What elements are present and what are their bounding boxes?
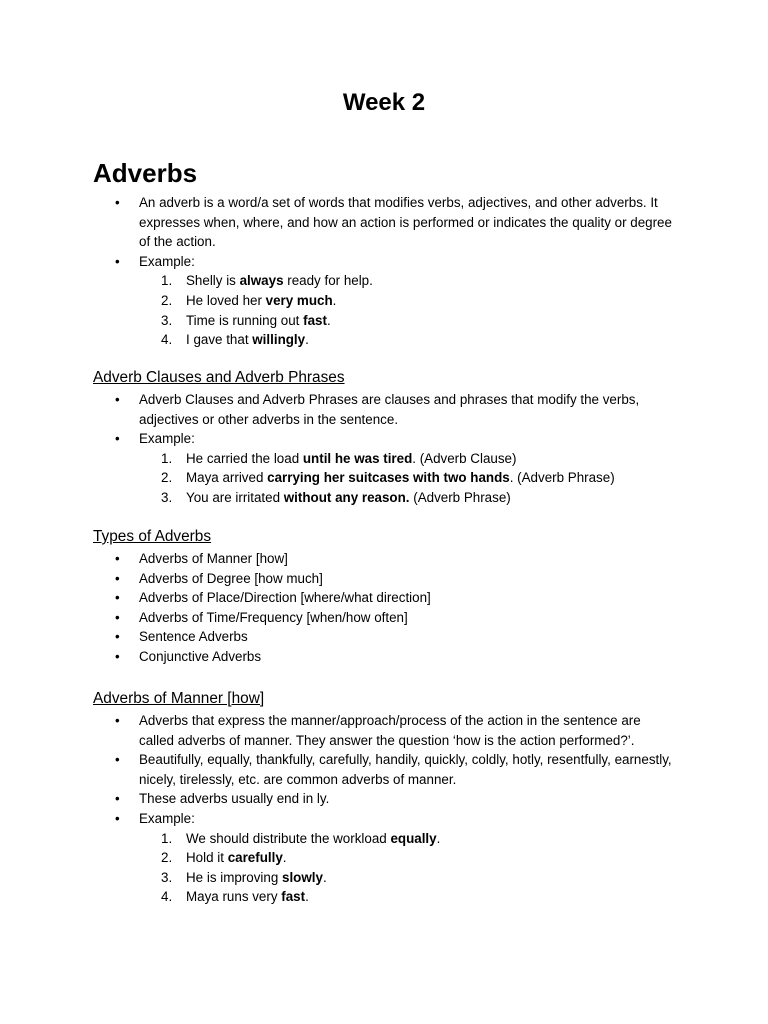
numbered-item: 3. He is improving slowly. <box>93 868 673 888</box>
bullet-item: • Example: <box>93 252 673 272</box>
intro-list <box>93 193 673 350</box>
section-heading-adverbs: Adverbs <box>93 158 198 188</box>
section-heading-manner: Adverbs of Manner [how] <box>93 690 265 707</box>
numbered-item: 2. Hold it carefully. <box>93 848 673 868</box>
bullet-item: • Adverbs that express the manner/approach/process of the action in the sentence are called adverbs of manner. They answer the question ‘how is the action performed?’. <box>93 711 673 750</box>
bullet-item: • These adverbs usually end in ly. <box>93 789 673 809</box>
numbered-item: 3. Time is running out fast. <box>93 311 673 331</box>
bullet-item: • Adverbs of Time/Frequency [when/how often] <box>93 608 673 628</box>
bullet-item: • Adverb Clauses and Adverb Phrases are clauses and phrases that modify the verbs, adjectives or other adverbs in the sentence. <box>93 390 673 429</box>
item-number: 3. <box>161 869 173 885</box>
item-number: 4. <box>161 889 173 905</box>
clauses-list <box>93 390 673 508</box>
bullet-item: • Adverbs of Manner [how] <box>93 549 673 569</box>
numbered-item: 4. Maya runs very fast. <box>93 887 673 907</box>
bullet-item: • An adverb is a word/a set of words that modifies verbs, adjectives, and other adverbs. It expresses when, where, and how an action is performed or indicates the quality or degree of the action. <box>93 193 673 252</box>
bullet-item: • Adverbs of Place/Direction [where/what direction] <box>93 588 673 608</box>
item-number: 3. <box>161 312 173 328</box>
numbered-item: 1. He carried the load until he was tired. (Adverb Clause) <box>93 449 673 469</box>
manner-list <box>93 711 673 907</box>
bullet-item: • Conjunctive Adverbs <box>93 647 673 667</box>
item-number: 1. <box>161 830 173 846</box>
section-heading-types: Types of Adverbs <box>93 528 212 545</box>
item-number: 4. <box>161 332 173 348</box>
item-number: 2. <box>161 470 173 486</box>
page-title: Week 2 <box>342 89 426 116</box>
bullet-item: • Sentence Adverbs <box>93 627 673 647</box>
item-number: 2. <box>161 850 173 866</box>
numbered-item: 1. We should distribute the workload equally. <box>93 829 673 849</box>
item-number: 3. <box>161 489 173 505</box>
numbered-item: 2. Maya arrived carrying her suitcases with two hands. (Adverb Phrase) <box>93 468 673 488</box>
item-number: 1. <box>161 450 173 466</box>
bullet-item: • Example: <box>93 809 673 829</box>
numbered-item: 2. He loved her very much. <box>93 291 673 311</box>
numbered-item: 3. You are irritated without any reason. (Adverb Phrase) <box>93 488 673 508</box>
section-heading-clauses: Adverb Clauses and Adverb Phrases <box>93 369 345 386</box>
bullet-item: • Adverbs of Degree [how much] <box>93 569 673 589</box>
numbered-item: 1. Shelly is always ready for help. <box>93 271 673 291</box>
numbered-item: 4. I gave that willingly. <box>93 330 673 350</box>
bullet-item: • Beautifully, equally, thankfully, carefully, handily, quickly, coldly, hotly, resentfully, earnestly, nicely, tirelessly, etc. are common adverbs of manner. <box>93 750 673 789</box>
types-list <box>93 549 673 667</box>
item-number: 1. <box>161 273 173 289</box>
item-number: 2. <box>161 292 173 308</box>
bullet-item: • Example: <box>93 429 673 449</box>
